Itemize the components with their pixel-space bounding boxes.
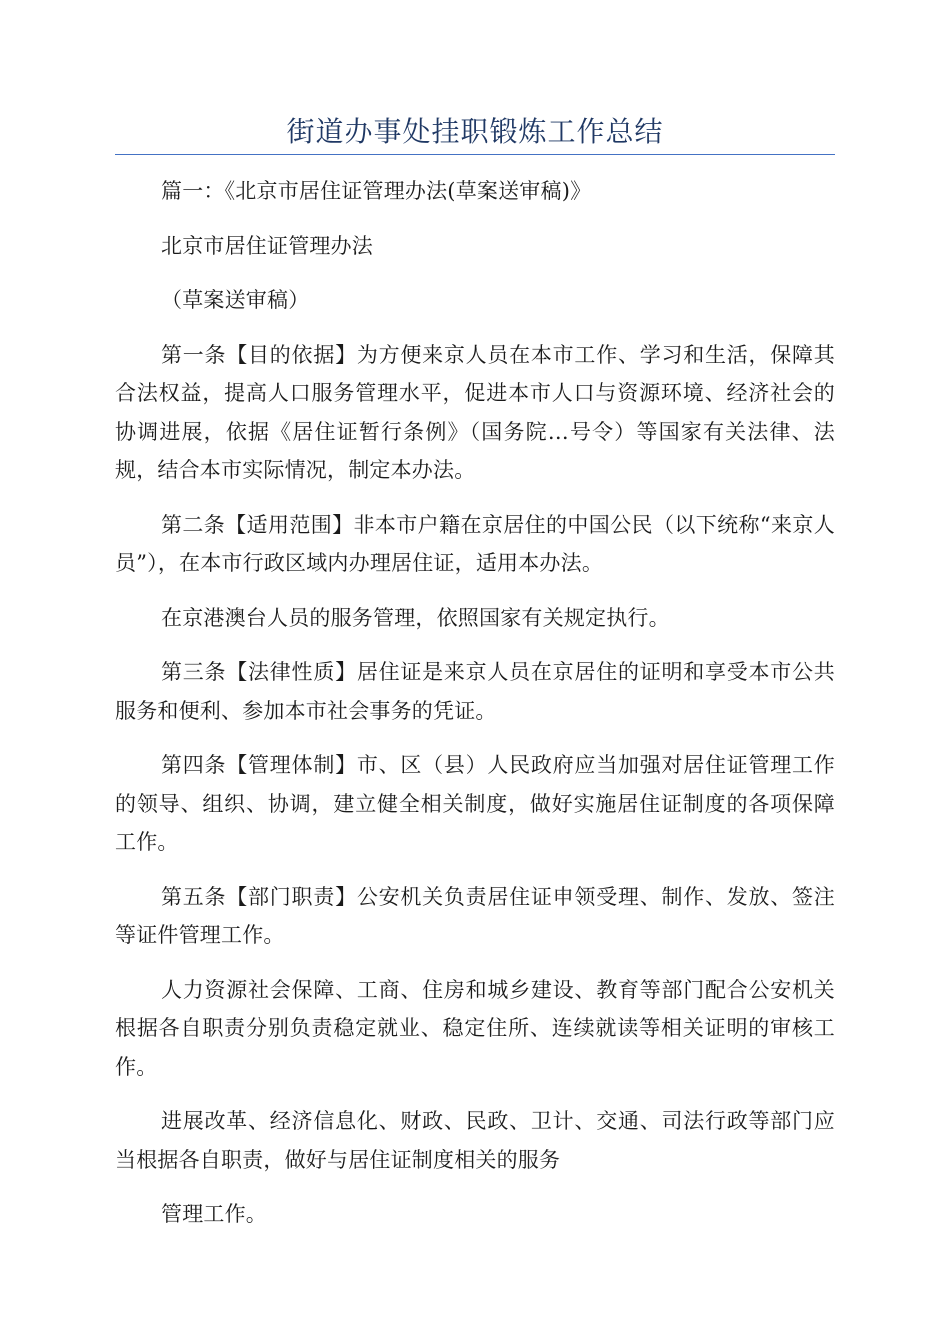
paragraph-article-5-departments: 人力资源社会保障、工商、住房和城乡建设、教育等部门配合公安机关根据各自职责分别负责稳定就业、稳定住所、连续就读等相关证明的审核工作。 bbox=[115, 977, 835, 1079]
paragraph-regulation-title: 北京市居住证管理办法 bbox=[161, 233, 373, 258]
paragraph-article-4: 第四条【管理体制】市、区（县）人民政府应当加强对居住证管理工作的领导、组织、协调，建立健全相关制度，做好实施居住证制度的各项保障工作。 bbox=[115, 753, 835, 854]
paragraph-part-heading: 篇一：《北京市居住证管理办法(草案送审稿)》 bbox=[161, 179, 592, 203]
paragraph-article-5-services: 进展改革、经济信息化、财政、民政、卫计、交通、司法行政等部门应当根据各自职责，做好与居住证制度相关的服务 bbox=[115, 1109, 835, 1172]
paragraph-article-1: 第一条【目的依据】为方便来京人员在本市工作、学习和生活，保障其合法权益，提高人口服务管理水平，促进本市人口与资源环境、经济社会的协调进展，依据《居住证暂行条例》（国务院…号令）等国家有关法律、法规，结合本市实际情况，制定本办法。 bbox=[115, 342, 835, 482]
document-body bbox=[115, 172, 835, 1250]
paragraph-draft-note: （草案送审稿） bbox=[161, 288, 310, 312]
paragraph-article-3: 第三条【法律性质】居住证是来京人员在京居住的证明和享受本市公共服务和便利、参加本市社会事务的凭证。 bbox=[115, 660, 835, 723]
paragraph-article-2-note: 在京港澳台人员的服务管理，依照国家有关规定执行。 bbox=[161, 605, 670, 630]
title-underline bbox=[115, 154, 835, 155]
paragraph-article-5: 第五条【部门职责】公安机关负责居住证申领受理、制作、发放、签注等证件管理工作。 bbox=[115, 884, 835, 947]
document-title: 街道办事处挂职锻炼工作总结 bbox=[286, 115, 664, 148]
paragraph-article-2: 第二条【适用范围】非本市户籍在京居住的中国公民（以下统称“来京人员”），在本市行政区域内办理居住证，适用本办法。 bbox=[115, 512, 835, 575]
paragraph-management-work: 管理工作。 bbox=[161, 1202, 267, 1226]
